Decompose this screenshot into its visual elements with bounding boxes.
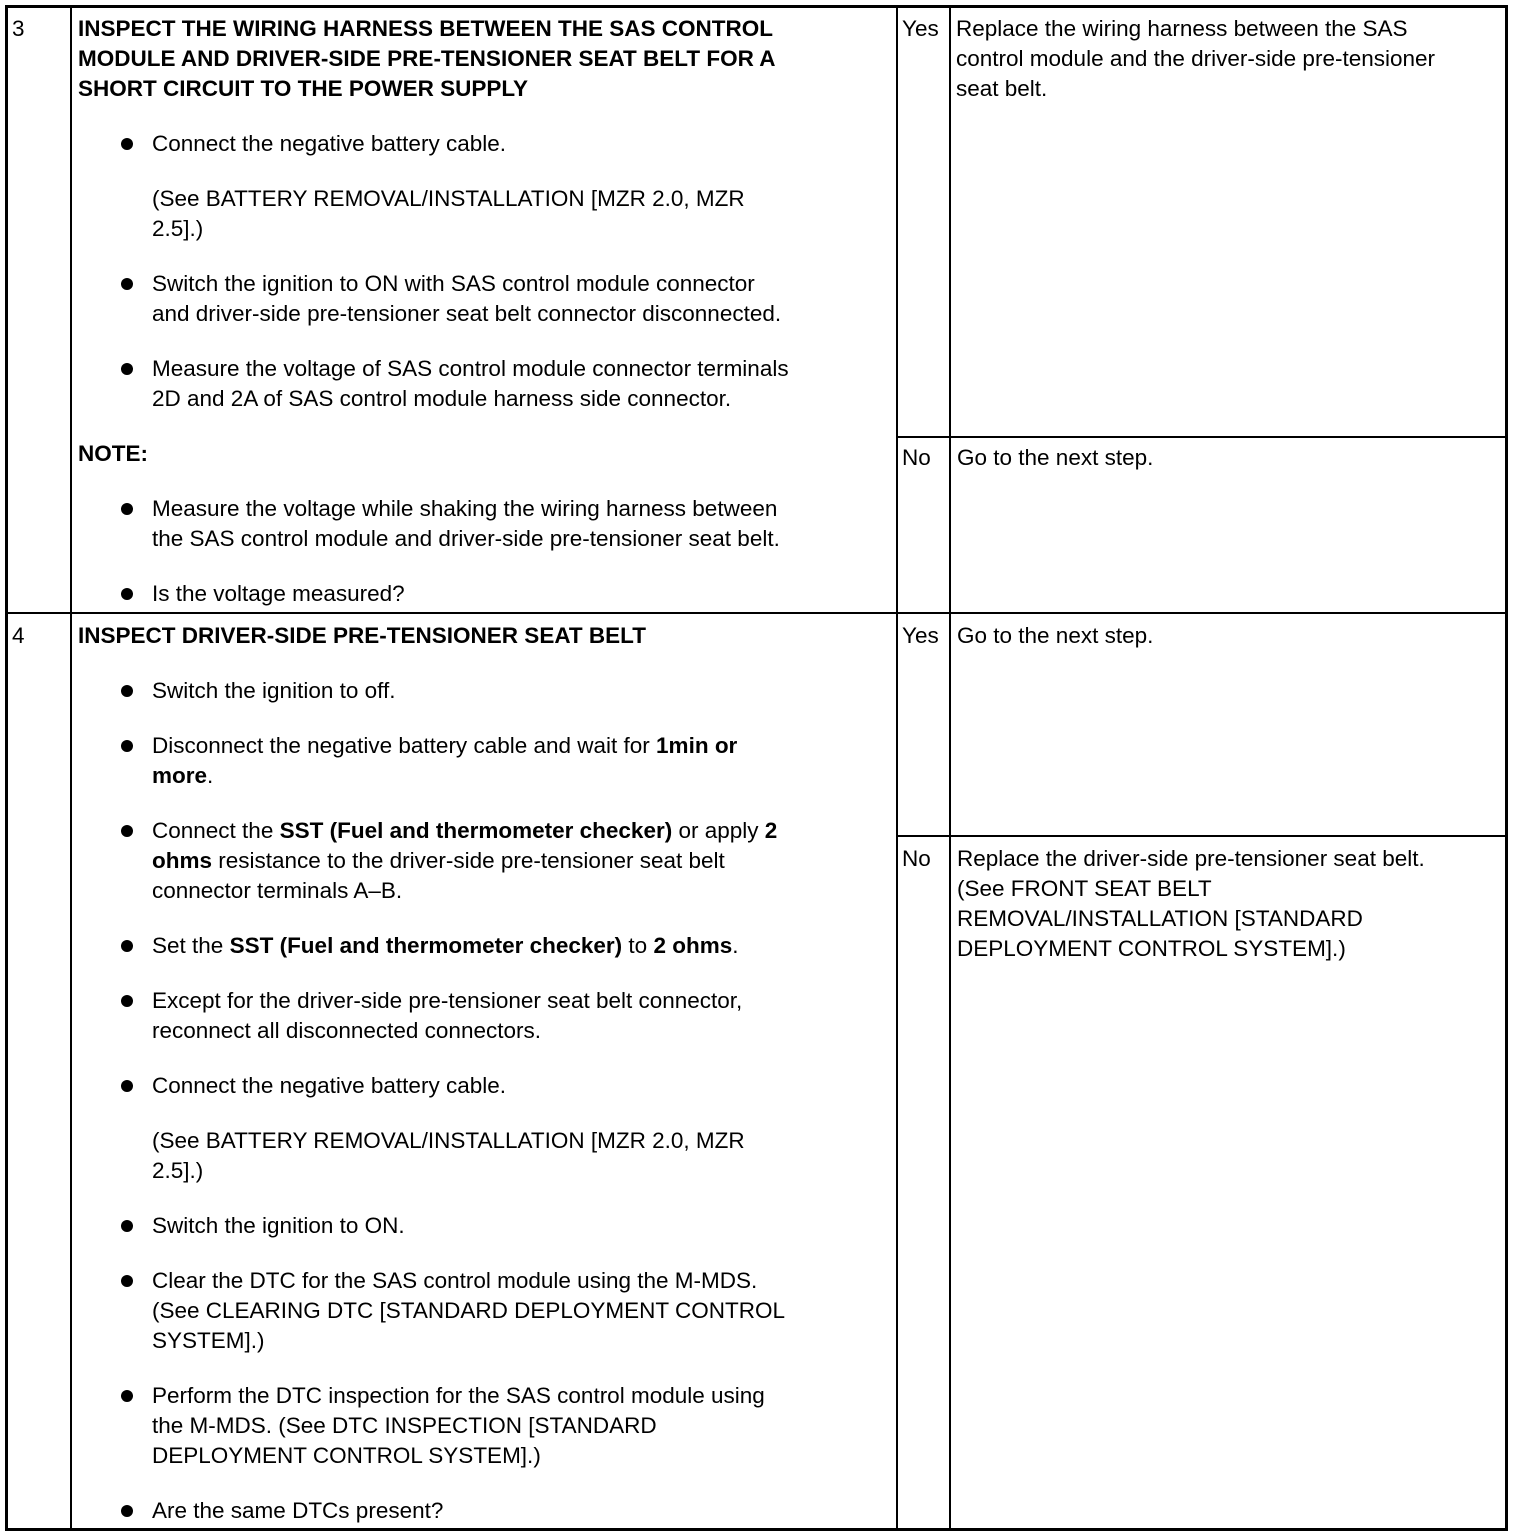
table-left-border [5, 5, 8, 1531]
list-item-text [152, 761, 213, 791]
list-item-text: Are the same DTCs present? [152, 1498, 444, 1523]
bullet-icon [121, 503, 133, 515]
table-bottom-border [5, 1528, 1508, 1531]
bullet-icon [121, 825, 133, 837]
text-run: resistance to the driver-side pre-tensioner seat belt [212, 848, 725, 873]
list-item-text [152, 731, 737, 761]
list-item-text: and driver-side pre-tensioner seat belt connector disconnected. [152, 301, 782, 326]
list-item-text: the SAS control module and driver-side pre-tensioner seat belt. [152, 526, 780, 551]
no-action-line: Go to the next step. [957, 445, 1154, 470]
list-item-text [152, 931, 739, 961]
reference-line: 2.5].) [152, 1158, 204, 1183]
list-item-text: Measure the voltage of SAS control module connector terminals [152, 356, 789, 381]
list-item-text: Connect the negative battery cable. [152, 131, 506, 156]
column-divider-action [949, 5, 951, 1531]
list-item-text: connector terminals A–B. [152, 878, 403, 903]
bullet-icon [121, 1080, 133, 1092]
list-item-text: (See CLEARING DTC [STANDARD DEPLOYMENT CONTROL [152, 1298, 786, 1323]
list-item-text: DEPLOYMENT CONTROL SYSTEM].) [152, 1443, 541, 1468]
step-heading-line: INSPECT DRIVER-SIDE PRE-TENSIONER SEAT BELT [78, 623, 646, 648]
yes-action-line: Replace the wiring harness between the SAS [956, 16, 1408, 41]
reference-line: (See BATTERY REMOVAL/INSTALLATION [MZR 2.0, MZR [152, 1128, 745, 1153]
column-divider-result [896, 5, 898, 1531]
text-run-bold: 2 ohms [653, 933, 733, 958]
table-top-border [5, 5, 1508, 8]
text-run-bold: SST (Fuel and thermometer checker) [279, 818, 673, 843]
bullet-icon [121, 1505, 133, 1517]
no-action-line: Replace the driver-side pre-tensioner seat belt. [957, 846, 1425, 871]
row4-yes-no-divider [896, 835, 1508, 837]
bullet-icon [121, 138, 133, 150]
text-run-bold: SST (Fuel and thermometer checker) [229, 933, 623, 958]
text-run: Disconnect the negative battery cable and wait for [152, 733, 657, 758]
list-item-text: Is the voltage measured? [152, 581, 405, 606]
step-number: 4 [12, 623, 25, 648]
result-no-label: No [902, 445, 931, 470]
bullet-icon [121, 995, 133, 1007]
text-run: Connect the [152, 818, 280, 843]
bullet-icon [121, 588, 133, 600]
list-item-text: the M-MDS. (See DTC INSPECTION [STANDARD [152, 1413, 657, 1438]
list-item-text [152, 846, 725, 876]
result-yes-label: Yes [902, 623, 939, 648]
list-item-text: Connect the negative battery cable. [152, 1073, 506, 1098]
list-item-text [152, 816, 777, 846]
yes-action-line: seat belt. [956, 76, 1048, 101]
bullet-icon [121, 1390, 133, 1402]
list-item-text: Switch the ignition to ON with SAS control module connector [152, 271, 755, 296]
bullet-icon [121, 1220, 133, 1232]
list-item-text: 2D and 2A of SAS control module harness side connector. [152, 386, 732, 411]
list-item-text: Switch the ignition to off. [152, 678, 396, 703]
yes-action-line: control module and the driver-side pre-tensioner [956, 46, 1436, 71]
text-run: to [622, 933, 654, 958]
bullet-icon [121, 940, 133, 952]
reference-line: 2.5].) [152, 216, 204, 241]
no-action-line: (See FRONT SEAT BELT [957, 876, 1212, 901]
reference-line: (See BATTERY REMOVAL/INSTALLATION [MZR 2.0, MZR [152, 186, 745, 211]
list-item-text: Except for the driver-side pre-tensioner seat belt connector, [152, 988, 743, 1013]
no-action-line: REMOVAL/INSTALLATION [STANDARD [957, 906, 1363, 931]
text-run-bold: 1min or [656, 733, 738, 758]
list-item-text: Measure the voltage while shaking the wiring harness between [152, 496, 778, 521]
row-divider-3-4 [5, 612, 1508, 614]
table-right-border [1505, 5, 1508, 1531]
bullet-icon [121, 278, 133, 290]
text-run: or apply [672, 818, 765, 843]
bullet-icon [121, 363, 133, 375]
step-heading-line: SHORT CIRCUIT TO THE POWER SUPPLY [78, 76, 529, 101]
column-divider-step [70, 5, 72, 1531]
step-heading-line: INSPECT THE WIRING HARNESS BETWEEN THE SAS CONTROL [78, 16, 774, 41]
text-run-bold: 2 [764, 818, 778, 843]
row3-yes-no-divider [896, 436, 1508, 438]
result-yes-label: Yes [902, 16, 939, 41]
text-run: . [207, 763, 214, 788]
step-heading-line: MODULE AND DRIVER-SIDE PRE-TENSIONER SEAT BELT FOR A [78, 46, 776, 71]
no-action-line: DEPLOYMENT CONTROL SYSTEM].) [957, 936, 1346, 961]
list-item-text: SYSTEM].) [152, 1328, 265, 1353]
result-no-label: No [902, 846, 931, 871]
text-run-bold: more [152, 763, 208, 788]
bullet-icon [121, 1275, 133, 1287]
list-item-text: reconnect all disconnected connectors. [152, 1018, 541, 1043]
step-number: 3 [12, 16, 25, 41]
text-run: . [732, 933, 739, 958]
list-item-text: Switch the ignition to ON. [152, 1213, 405, 1238]
note-label: NOTE: [78, 441, 148, 466]
list-item-text: Clear the DTC for the SAS control module using the M-MDS. [152, 1268, 758, 1293]
yes-action-line: Go to the next step. [957, 623, 1154, 648]
text-run-bold: ohms [152, 848, 213, 873]
list-item-text: Perform the DTC inspection for the SAS control module using [152, 1383, 765, 1408]
bullet-icon [121, 685, 133, 697]
bullet-icon [121, 740, 133, 752]
text-run: Set the [152, 933, 230, 958]
